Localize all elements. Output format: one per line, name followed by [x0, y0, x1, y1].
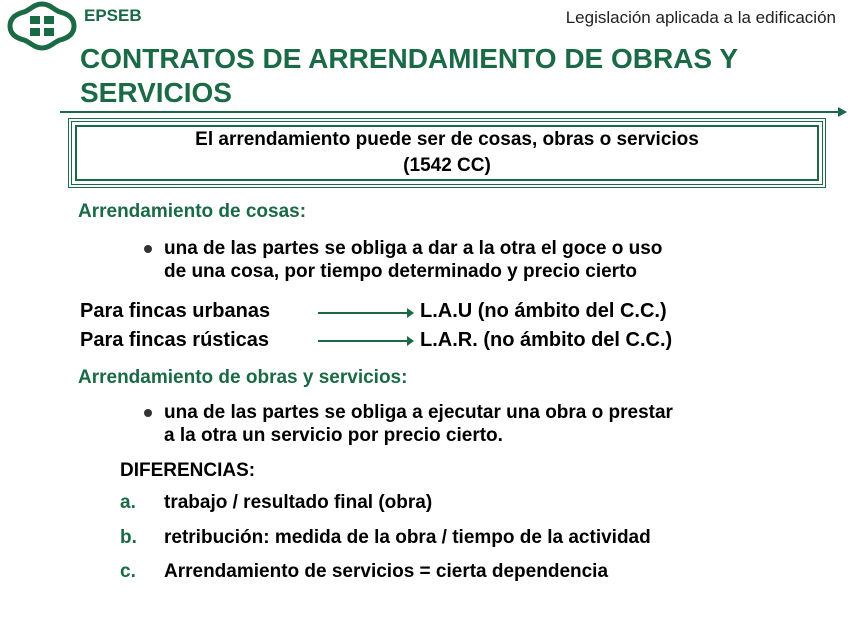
- brand-label: EPSEB: [84, 6, 142, 25]
- bullet-dot-icon: [144, 245, 152, 253]
- arrow-right-icon: [318, 340, 408, 342]
- bullet-cosas-line1: una de las partes se obliga a dar a la otra el goce o uso: [164, 238, 663, 259]
- diferencia-item: [120, 561, 608, 583]
- heading-cosas: Arrendamiento de cosas:: [78, 201, 307, 222]
- item-letter: a.: [120, 492, 136, 513]
- bullet-cosas-line2: de una cosa, por tiempo determinado y precio cierto: [164, 261, 637, 282]
- slide-title-line1: CONTRATOS DE ARRENDAMIENTO DE OBRAS Y: [80, 43, 739, 74]
- definition-line2: (1542 CC): [403, 155, 491, 176]
- finca-rustica-value: L.A.R. (no ámbito del C.C.): [420, 329, 673, 351]
- bullet-dot-icon: [144, 409, 152, 417]
- diferencia-item: [120, 527, 651, 549]
- bullet-obras-line1: una de las partes se obliga a ejecutar una obra o prestar: [164, 402, 673, 423]
- title-divider: [60, 111, 840, 113]
- arrow-right-icon: [318, 312, 408, 314]
- divider-arrow-icon: [838, 107, 847, 117]
- diferencia-item: [120, 492, 432, 514]
- item-letter: c.: [120, 561, 136, 582]
- diferencias-title: DIFERENCIAS:: [120, 460, 256, 481]
- definition-line1: El arrendamiento puede ser de cosas, obras o servicios: [195, 129, 699, 150]
- bullet-cosas: [144, 237, 824, 283]
- item-text: trabajo / resultado final (obra): [164, 492, 433, 513]
- slide-title-line2: SERVICIOS: [80, 77, 232, 108]
- bullet-obras: [144, 401, 824, 447]
- course-title: Legislación aplicada a la edificación: [565, 8, 836, 27]
- heading-obras: Arrendamiento de obras y servicios:: [78, 367, 408, 388]
- item-text: retribución: medida de la obra / tiempo de la actividad: [164, 527, 651, 548]
- slide-title: [80, 42, 820, 110]
- item-letter: b.: [120, 527, 137, 548]
- definition-box: [68, 118, 826, 188]
- finca-urbana-value: L.A.U (no ámbito del C.C.): [420, 300, 667, 322]
- finca-rustica-label: Para fincas rústicas: [80, 329, 269, 351]
- bullet-obras-line2: a la otra un servicio por precio cierto.: [164, 425, 503, 446]
- item-text: Arrendamiento de servicios = cierta dependencia: [164, 561, 609, 582]
- finca-urbana-label: Para fincas urbanas: [80, 300, 271, 322]
- epseb-logo-icon: [6, 0, 78, 52]
